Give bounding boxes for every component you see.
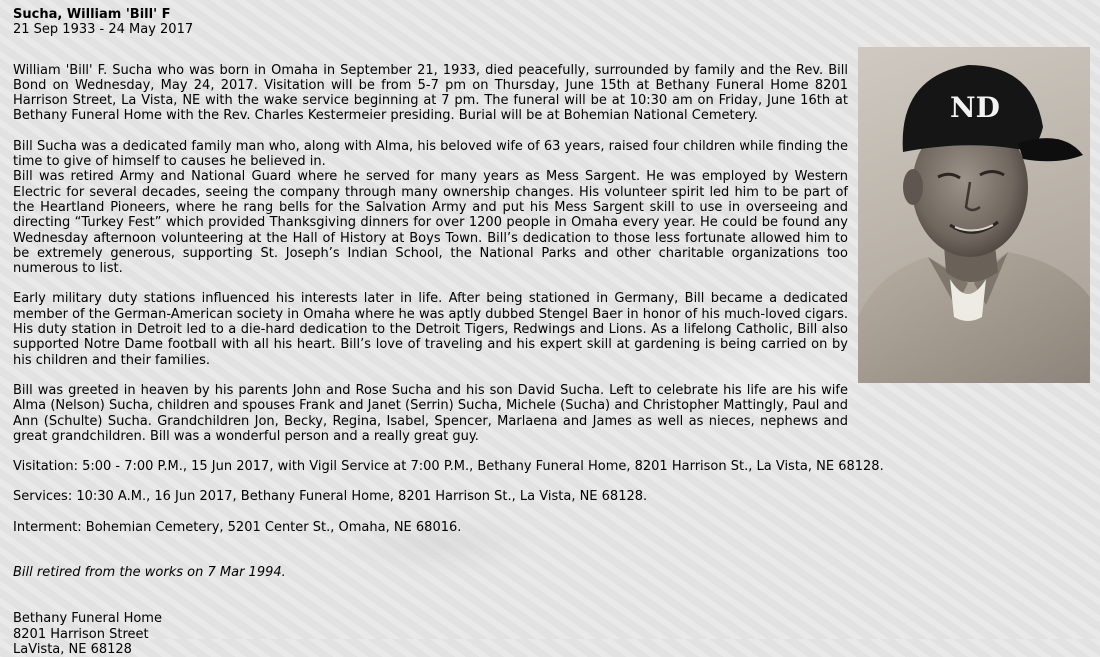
portrait-photo (858, 47, 1090, 383)
obituary-content (13, 7, 884, 657)
survivors-paragraph: Bill was greeted in heaven by his parents John and Rose Sucha and his son David Sucha. Left to celebrate his life are his wife Alma (Nelson) Sucha, children and spouses Frank and Janet (Serrin) Sucha, Michele (Sucha) and Christopher Mattingly, Paul and Ann (Schulte) Sucha. Grandchildren Jon, Becky, Regina, Isabel, Spencer, Marlaena and James as well as nieces, nephews and great grandchildren. Bill was a wonderful person and a really great guy. (13, 382, 848, 444)
announcement-paragraph: William 'Bill' F. Sucha who was born in Omaha in September 21, 1933, died peacefully, surrounded by family and the Rev. Bill Bond on Wednesday, May 24, 2017. Visitation will be from 5-7 pm on Thursday, June 15th at Bethany Funeral Home 8201 Harrison Street, La Vista, NE with the wake service beginning at 7 pm. The funeral will be at 10:30 am on Friday, June 16th at Bethany Funeral Home with the Rev. Charles Kestermeier presiding. Burial will be at Bohemian National Cemetery. (13, 62, 848, 124)
cap-brim (1018, 138, 1083, 161)
interment-details: Interment: Bohemian Cemetery, 5201 Center St., Omaha, NE 68016. (13, 519, 462, 535)
visitation-details: Visitation: 5:00 - 7:00 P.M., 15 Jun 2017, with Vigil Service at 7:00 P.M., Bethany Funeral Home, 8201 Harrison St., La Vista, NE 68128. (13, 459, 884, 475)
services-details: Services: 10:30 A.M., 16 Jun 2017, Bethany Funeral Home, 8201 Harrison St., La Vista, NE 68128. (13, 489, 648, 505)
portrait-illustration (858, 47, 1090, 383)
family-paragraph: Bill Sucha was a dedicated family man who, along with Alma, his beloved wife of 63 years, raised four children while finding the time to give of himself to causes he believed in. (13, 138, 848, 170)
life-dates: 21 Sep 1933 - 24 May 2017 (13, 22, 194, 38)
cap-logo: ND (950, 91, 1000, 124)
career-paragraph: Bill was retired Army and National Guard where he served for many years as Mess Sargent. He was employed by Western Electric for several decades, seeing the company through many ownership changes. His volunteer spirit led him to be part of the Heartland Pioneers, where he rang bells for the Salvation Army and put his Mess Sargent skill to use in overseeing and directing “Turkey Fest” which provided Thanksgiving dinners for over 1200 people in Omaha every year. He could be found any Wednesday afternoon volunteering at the Hall of History at Boys Town. Bill’s dedication to those less fortunate allowed him to be extremely generous, supporting St. Joseph’s Indian School, the National Parks and other charitable organizations too numerous to list. (13, 169, 848, 277)
funeral-home-address (13, 611, 848, 657)
deceased-name: Sucha, William 'Bill' F (13, 7, 171, 22)
retirement-note: Bill retired from the works on 7 Mar 1994. (13, 565, 286, 581)
funeral-home-street: 8201 Harrison Street (13, 626, 149, 642)
interests-paragraph: Early military duty stations influenced his interests later in life. After being stationed in Germany, Bill became a dedicated member of the German-American society in Omaha where he was aptly dubbed Stengel Baer in honor of his much-loved cigars. His duty station in Detroit led to a die-hard dedication to the Detroit Tigers, Redwings and Lions. As a lifelong Catholic, Bill also supported Notre Dame football with all his heart. Bill’s love of traveling and his expert skill at gardening is being carried on by his children and their families. (13, 291, 848, 368)
ear (903, 169, 923, 205)
funeral-home-name: Bethany Funeral Home (13, 611, 162, 627)
funeral-home-city: LaVista, NE 68128 (13, 641, 132, 657)
